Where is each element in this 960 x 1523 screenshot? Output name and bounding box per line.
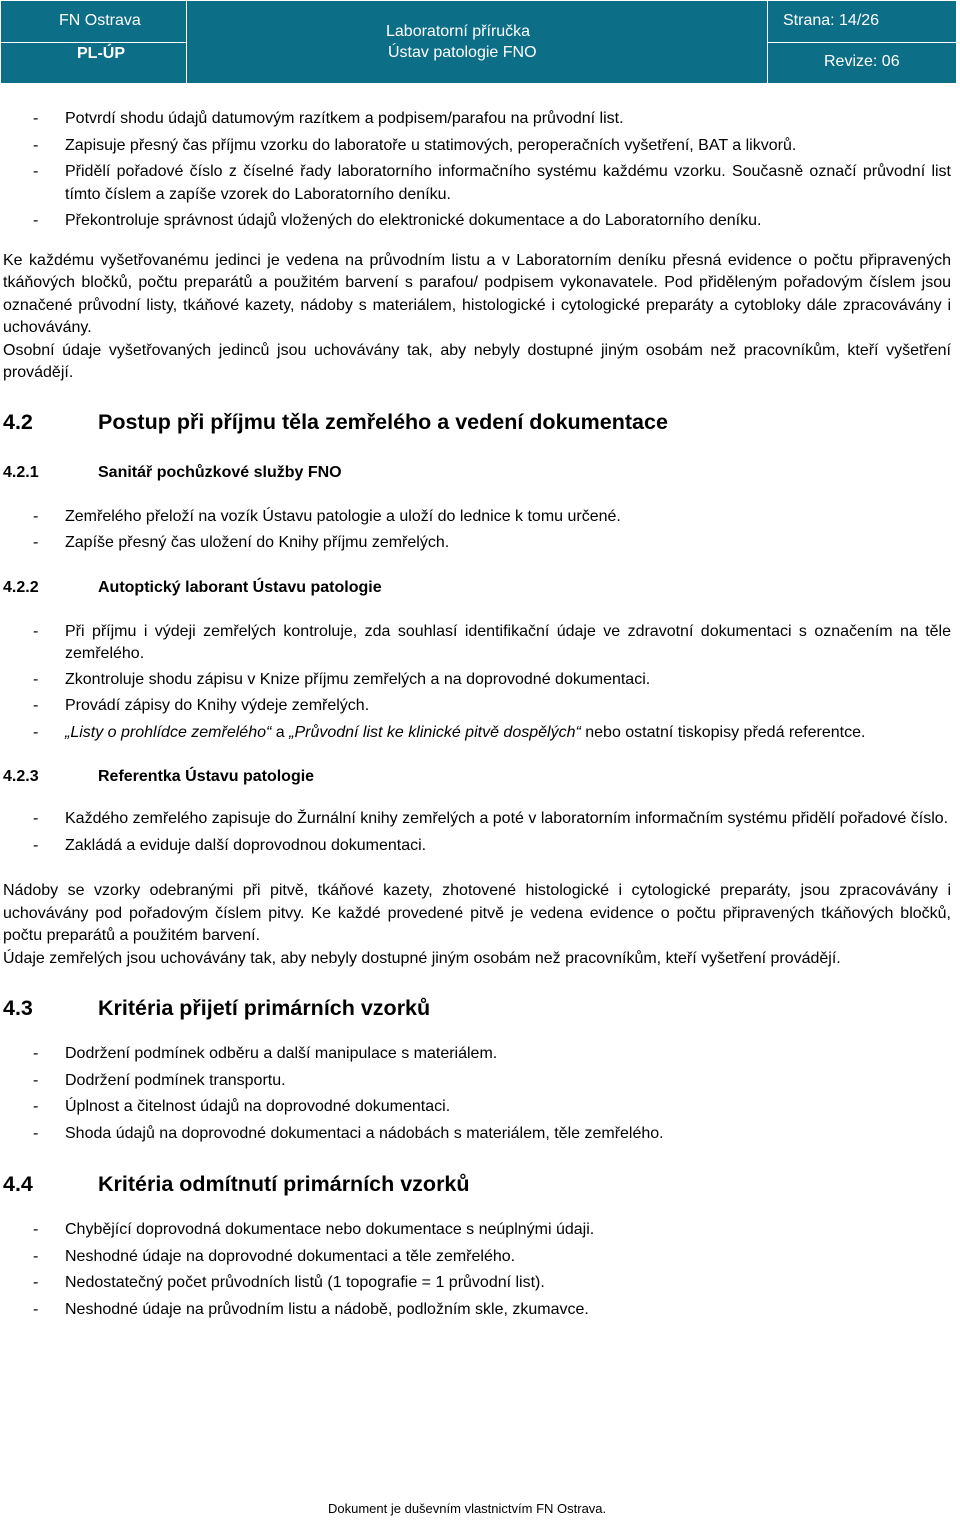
list-item: - Zkontroluje shodu zápisu v Knize příjmu zemřelých a na doprovodné dokumentaci. [3,669,951,692]
form-name-1: „Listy o prohlídce zemřelého“ [65,723,272,741]
list-item: - Každého zemřelého zapisuje do Žurnální knihy zemřelých a poté v laboratorním informačním systému přidělí pořadové číslo. [3,808,951,831]
list-item: - Úplnost a čitelnost údajů na doprovodné dokumentaci. [3,1096,951,1119]
header-revision: Revize: 06 [824,53,900,70]
header-org: FN Ostrava [59,12,141,29]
subsection-heading [3,462,951,484]
section-number: 4.4 [3,1172,33,1196]
conjunction: a [271,723,290,741]
subsection-number: 4.2.3 [3,768,39,785]
paragraph: Ke každému vyšetřovanému jedinci je vedena na průvodním listu a v Laboratorním deníku přesná evidence o počtu připravených tkáňových bločků, počtu preparátů a použitém barvení s parafou/ podpisem vykonavatele. Pod přiděleným pořadovým číslem jsou označené průvodní listy, tkáňové kazety, nádoby s materiálem, histologické i cytologické preparáty a cytobloky dále zpracovávány i uchovávány. [3,251,951,336]
subsection-heading [3,577,951,599]
section-number: 4.2 [3,409,33,434]
list-item: - Zemřelého přeloží na vozík Ústavu patologie a uloží do lednice k tomu určené. [3,506,951,529]
list-item: - Dodržení podmínek transportu. [3,1070,951,1093]
list-item: - Zapíše přesný čas uložení do Knihy příjmu zemřelých. [3,532,951,555]
list-item: - Dodržení podmínek odběru a další manipulace s materiálem. [3,1043,951,1066]
subsection-number: 4.2.1 [3,463,39,481]
header-page-number: Strana: 14/26 [783,12,880,29]
list-item: - Zapisuje přesný čas příjmu vzorku do laboratoře u statimových, peroperačních vyšetření, BAT a likvorů. [3,135,951,158]
header-subtitle: Ústav patologie FNO [388,44,537,61]
list-item: - Zakládá a eviduje další doprovodnou dokumentaci. [3,835,951,858]
section-heading [3,1170,951,1198]
paragraph: Osobní údaje vyšetřovaných jedinců jsou uchovávány tak, aby nebyly dostupné jiným osobám než pracovníkům, kteří vyšetření provádějí. [3,341,951,381]
list-item: - Provádí zápisy do Knihy výdeje zemřelých. [3,695,951,718]
list-item: - Shoda údajů na doprovodné dokumentaci a nádobách s materiálem, těle zemřelého. [3,1123,951,1146]
section-title: Kritéria odmítnutí primárních vzorků [98,1172,470,1196]
section-heading [3,408,951,436]
subsection-title: Sanitář pochůzkové služby FNO [98,463,342,481]
list-item [3,722,951,745]
list-item: - Neshodné údaje na doprovodné dokumentaci a těle zemřelého. [3,1246,951,1269]
section-title: Postup při příjmu těla zemřelého a vedení dokumentace [98,409,668,434]
list-item: - Přidělí pořadové číslo z číselné řady laboratorního informačního systému každému vzorku. Současně označí průvodní list tímto číslem a zapíše vzorek do Laboratorního deníku. [3,161,951,206]
document-header [1,1,956,83]
header-title: Laboratorní příručka [386,23,531,40]
header-divider-horizontal-right [767,42,956,43]
section-title: Kritéria přijetí primárních vzorků [98,996,431,1020]
list-item: - Chybějící doprovodná dokumentace nebo dokumentace s neúplnými údaji. [3,1219,951,1242]
header-divider-horizontal-left [1,42,186,43]
paragraph: Údaje zemřelých jsou uchovávány tak, aby nebyly dostupné jiným osobám než pracovníkům, kteří vyšetření provádějí. [3,949,841,967]
list-item: - Při příjmu i výdeji zemřelých kontroluje, zda souhlasí identifikační údaje ve zdravotní dokumentaci s označením na těle zemřelého. [3,621,951,666]
header-dept: PL-ÚP [77,45,125,62]
list-item: - Nedostatečný počet průvodních listů (1 topografie = 1 průvodní list). [3,1272,951,1295]
section-heading [3,994,951,1022]
form-name-2: „Průvodní list ke klinické pitvě dospělých“ [289,723,581,741]
section-number: 4.3 [3,996,33,1020]
document-body [3,108,951,1321]
subsection-title: Autoptický laborant Ústavu patologie [98,578,382,596]
list-item: - Překontroluje správnost údajů vložených do elektronické dokumentace a do Laboratorního deníku. [3,210,951,233]
list-item: - Neshodné údaje na průvodním listu a nádobě, podložním skle, zkumavce. [3,1299,951,1322]
subsection-heading [3,766,951,788]
page-footer: Dokument je duševním vlastnictvím FN Ostrava. [328,1501,607,1516]
subsection-title: Referentka Ústavu patologie [98,768,315,785]
list-item-end: nebo ostatní tiskopisy předá referentce. [580,723,866,741]
header-divider-vertical-1 [186,1,187,83]
subsection-number: 4.2.2 [3,578,39,596]
list-item: - Potvrdí shodu údajů datumovým razítkem a podpisem/parafou na průvodní list. [3,108,951,131]
paragraph: Nádoby se vzorky odebranými při pitvě, tkáňové kazety, zhotovené histologické i cytologické preparáty, jsou zpracovávány i uchovávány pod pořadovým číslem pitvy. Ke každé provedené pitvě je vedena evidence o počtu připravených tkáňových bločků, počtu preparátů a použitém barvení. [3,882,951,944]
